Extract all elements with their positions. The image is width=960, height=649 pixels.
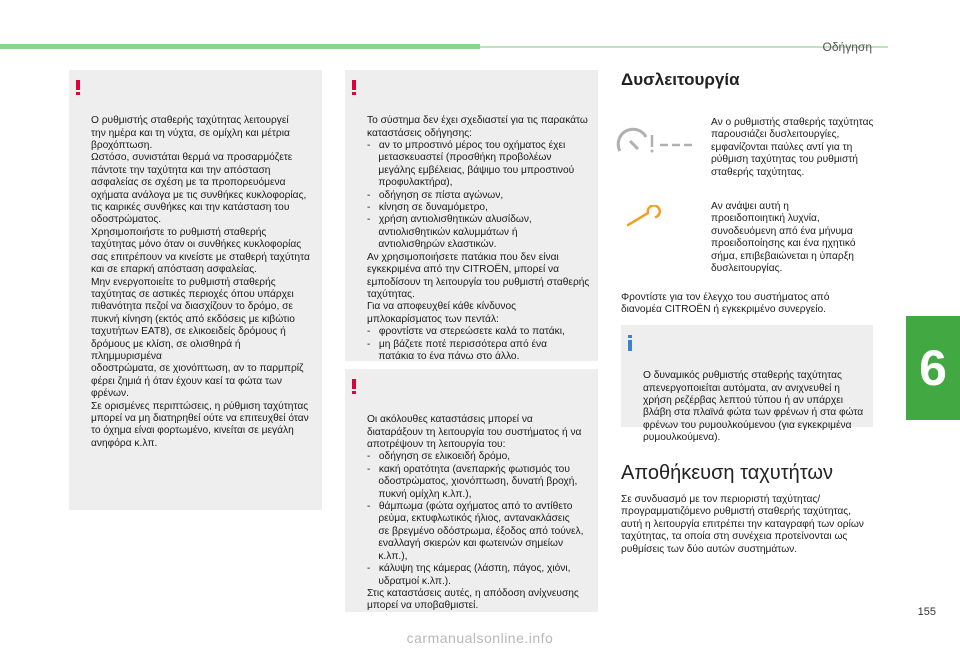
warning-box-disturbances [345, 369, 598, 612]
storage-paragraph: Σε συνδυασμό με τον περιοριστή ταχύτητας/ προγραμματιζόμενο ρυθμιστή σταθερής ταχύτητας, αυτή η λειτουργία επιτρέπει την καταγραφή των ορίων ταχύτητας, τα οποία στη συνέχεια προτείνονται ως ρυθμίσεις των δύο αυτών συστημάτων. [621, 494, 864, 555]
info-box-dynamic-cruise [621, 325, 873, 444]
malfunction-item-warning-lamp: Αν ανάψει αυτή η προειδοποιητική λυχνία, συνοδευόμενη από ένα μήνυμα προειδοποίησης και ένα ηχητικό σήμα, επιβεβαιώνεται η ύπαρξη δυσλειτουργίας. [711, 201, 856, 275]
warning-box-usage [69, 70, 322, 510]
wrench-warning-icon [624, 205, 664, 229]
warning-text: Ο ρυθμιστής σταθερής ταχύτητας λειτουργεί την ημέρα και τη νύχτα, σε ομίχλη και μέτρια βροχόπτωση. Ωστόσο, συνιστάται θερμά να προσαρμόζετε πάντοτε την ταχύτητα και την απόσταση ασφαλείας σε σχέση με τα προπορευόμενα οχήματα ανάλογα με τις συνθήκες κυκλοφορίας, τις καιρικές συνθήκες και την κατάσταση του οδοστρώματος. Χρησιμοποιήστε το ρυθμιστή σταθερής ταχύτητας μόνο όταν οι συνθήκες κυκλοφορίας σας επιτρέπουν να κινείστε με σταθερή ταχύτητα και σε επαρκή απόσταση ασφαλείας. Μην ενεργοποιείτε το ρυθμιστή σταθερής ταχύτητας σε αστικές περιοχές όπου υπάρχει πιθανότητα πεζοί να διασχίζουν το δρόμο, σε πυκνή κίνηση (εκτός από εκδόσεις με κιβώτιο ταχυτήτων EAT8), σε ελικοειδείς δρόμους ή δρόμους με κλίση, σε ολισθηρά ή πλημμυρισμένα οδοστρώματα, σε χιονόπτωση, αν το παρμπρίζ φέρει ζημιά ή όταν έχουν καεί τα φώτα των φρένων. Σε ορισμένες περιπτώσεις, η ρύθμιση ταχύτητας μπορεί να μη διατηρηθεί ούτε να επιτευχθεί όταν το όχημα είναι φορτωμένο, κινείται σε μεγάλη ανηφόρα κ.λπ. [91, 115, 310, 449]
warning-text: Το σύστημα δεν έχει σχεδιαστεί για τις παρακάτω καταστάσεις οδήγησης: - αν το μπροστινό μέρος του οχήματος έχει μετασκευαστεί (προσθήκη προβολέων μεγάλης εμβέλειας, βάψιμο του μπροστινού προφυλακτήρα), - οδήγηση σε πίστα αγώνων, - κίνηση σε δυναμόμετρο, - χρήση αντιολισθητικών αλυσίδων, αντιολισθητικών καλυμμάτων ή αντιολισθηρών ελαστικών. Αν χρησιμοποιήσετε πατάκια που δεν είναι εγκεκριμένα από την CITROËN, μπορεί να εμποδίσουν τη λειτουργία του ρυθμιστή σταθερής ταχύτητας. Για να αποφευχθεί κάθε κίνδυνος μπλοκαρίσματος των πεντάλ: - φροντίστε να στερεώσετε καλά το πατάκι, - μη βάζετε ποτέ περισσότερα από ένα πατάκια το ένα πάνω στο άλλο. [367, 115, 590, 362]
malfunction-item-dashes: Αν ο ρυθμιστής σταθερής ταχύτητας παρουσιάζει δυσλειτουργίες, εμφανίζονται παύλες αντί για τη ρύθμιση ταχύτητας του ρυθμιστή σταθερής ταχύτητας. [711, 117, 874, 178]
watermark: carmanualsonline.info [406, 630, 554, 646]
page-number: 155 [917, 606, 936, 618]
speedometer-dashes-icon [616, 127, 696, 159]
warning-icon [352, 379, 356, 393]
info-text: Ο δυναμικός ρυθμιστής σταθερής ταχύτητας απενεργοποιείται αυτόματα, αν ανιχνευθεί η χρήση ρεζέρβας λεπτού τύπου ή αν υπάρχει βλάβη στα πλαϊνά φώτα των φρένων ή στα φώτα φρένων του ρυμουλκούμενου (για εγκεκριμένα ρυμουλκούμενα). [643, 370, 864, 444]
section-title: Οδήγηση [822, 40, 872, 54]
warning-box-limitations [345, 70, 598, 361]
info-icon [628, 335, 632, 351]
warning-icon [352, 80, 356, 94]
storage-heading: Αποθήκευση ταχυτήτων [621, 462, 833, 484]
header-accent-bar [0, 44, 480, 49]
malfunction-paragraph: Φροντίστε για τον έλεγχο του συστήματος από διανομέα CITROËN ή εγκεκριμένο συνεργείο. [621, 292, 830, 316]
chapter-tab [906, 316, 960, 420]
malfunction-heading: Δυσλειτουργία [621, 70, 740, 89]
warning-text: Οι ακόλουθες καταστάσεις μπορεί να διαταράξουν τη λειτουργία του συστήματος ή να αποτρέψουν τη λειτουργία του: - οδήγηση σε ελικοειδή δρόμο, - κακή ορατότητα (ανεπαρκής φωτισμός του οδοστρώματος, χιονόπτωση, δυνατή βροχή, πυκνή ομίχλη κ.λπ.), - θάμπωμα (φώτα οχήματος από το αντίθετο ρεύμα, εκτυφλωτικός ήλιος, αντανακλάσεις σε βρεγμένο οδόστρωμα, έξοδος από τούνελ, εναλλαγή σκιερών και φωτεινών σημείων κ.λπ.), - κάλυψη της κάμερας (λάσπη, πάγος, χιόνι, υδρατμοί κ.λπ.). Στις καταστάσεις αυτές, η απόδοση ανίχνευσης μπορεί να υποβαθμιστεί. [367, 414, 584, 612]
chapter-number: 6 [919, 340, 947, 396]
warning-icon [76, 80, 80, 94]
